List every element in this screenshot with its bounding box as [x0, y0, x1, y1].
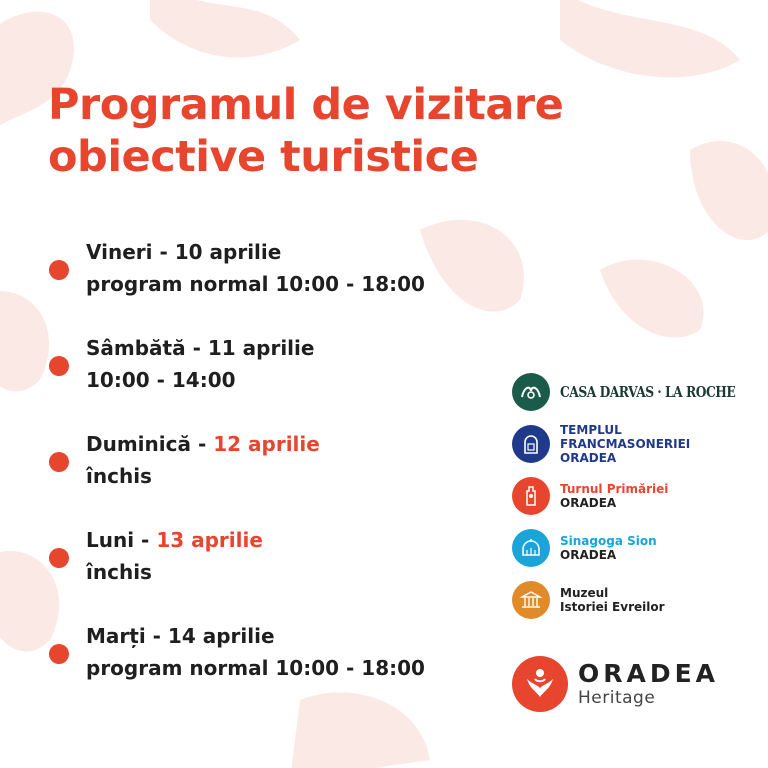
muzeul-line-1: Muzeul	[560, 586, 609, 600]
logo-muzeul	[512, 574, 768, 626]
schedule-detail: program normal 10:00 - 18:00	[86, 656, 425, 680]
bullet-dot	[49, 260, 69, 280]
schedule-date: 10 aprilie	[174, 240, 282, 264]
title-line-1: Programul de vizitare	[48, 80, 564, 130]
turnul-label	[560, 482, 668, 510]
logo-turnul	[512, 470, 768, 522]
logo-templul	[512, 418, 768, 470]
sinagoga-label	[560, 534, 657, 562]
page-title	[48, 80, 563, 183]
schedule-day: Duminică -	[86, 432, 214, 456]
casa-darvas-label: CASA DARVAS · LA ROCHE	[560, 383, 736, 401]
turnul-line-2: ORADEA	[560, 496, 617, 510]
schedule-day: Sâmbătă -	[86, 336, 208, 360]
muzeul-line-2: Istoriei Evreilor	[560, 600, 665, 614]
schedule-item	[48, 524, 425, 620]
schedule-item	[48, 236, 425, 332]
schedule-date: 14 aprilie	[167, 624, 275, 648]
schedule-detail: închis	[86, 464, 152, 488]
schedule-detail: 10:00 - 14:00	[86, 368, 236, 392]
heritage-emblem-icon	[512, 656, 568, 712]
bullet-dot	[49, 548, 69, 568]
templul-line-2: FRANCMASONERIEI	[560, 437, 691, 451]
bullet-dot	[49, 644, 69, 664]
schedule-day: Marți -	[86, 624, 168, 648]
schedule-date: 13 aprilie	[156, 528, 263, 552]
templul-line-1: TEMPLUL	[560, 423, 622, 437]
templul-label	[560, 423, 690, 465]
schedule-item	[48, 620, 425, 716]
schedule-date: 12 aprilie	[213, 432, 320, 456]
schedule-day: Vineri -	[86, 240, 175, 264]
title-line-2: obiective turistice	[48, 131, 479, 182]
casa-darvas-emblem-icon	[512, 373, 550, 411]
templul-line-3: ORADEA	[560, 451, 617, 465]
schedule-day-line	[86, 524, 425, 556]
turnul-line-1: Turnul Primăriei	[560, 482, 669, 496]
schedule-day-line	[86, 620, 425, 652]
sinagoga-line-2: ORADEA	[560, 548, 617, 562]
heritage-text	[578, 660, 719, 708]
schedule-day-line	[86, 236, 425, 268]
oradea-heritage-logo	[512, 656, 719, 712]
schedule-list	[48, 236, 425, 716]
heritage-sub: Heritage	[578, 688, 656, 708]
logo-sinagoga	[512, 522, 768, 574]
logo-casa-darvas	[512, 366, 768, 418]
schedule-day: Luni -	[86, 528, 157, 552]
schedule-detail: închis	[86, 560, 152, 584]
schedule-item	[48, 332, 425, 428]
schedule-date: 11 aprilie	[207, 336, 315, 360]
dome-icon	[512, 529, 550, 567]
schedule-item	[48, 428, 425, 524]
tower-icon	[512, 477, 550, 515]
partner-logos	[512, 366, 768, 626]
muzeul-label	[560, 586, 665, 614]
bullet-dot	[49, 452, 69, 472]
heritage-name: ORADEA	[578, 659, 720, 688]
schedule-day-line	[86, 428, 425, 460]
templul-emblem-icon	[512, 425, 550, 463]
schedule-day-line	[86, 332, 425, 364]
schedule-detail: program normal 10:00 - 18:00	[86, 272, 425, 296]
museum-icon	[512, 581, 550, 619]
sinagoga-line-1: Sinagoga Sion	[560, 534, 657, 548]
bullet-dot	[49, 356, 69, 376]
